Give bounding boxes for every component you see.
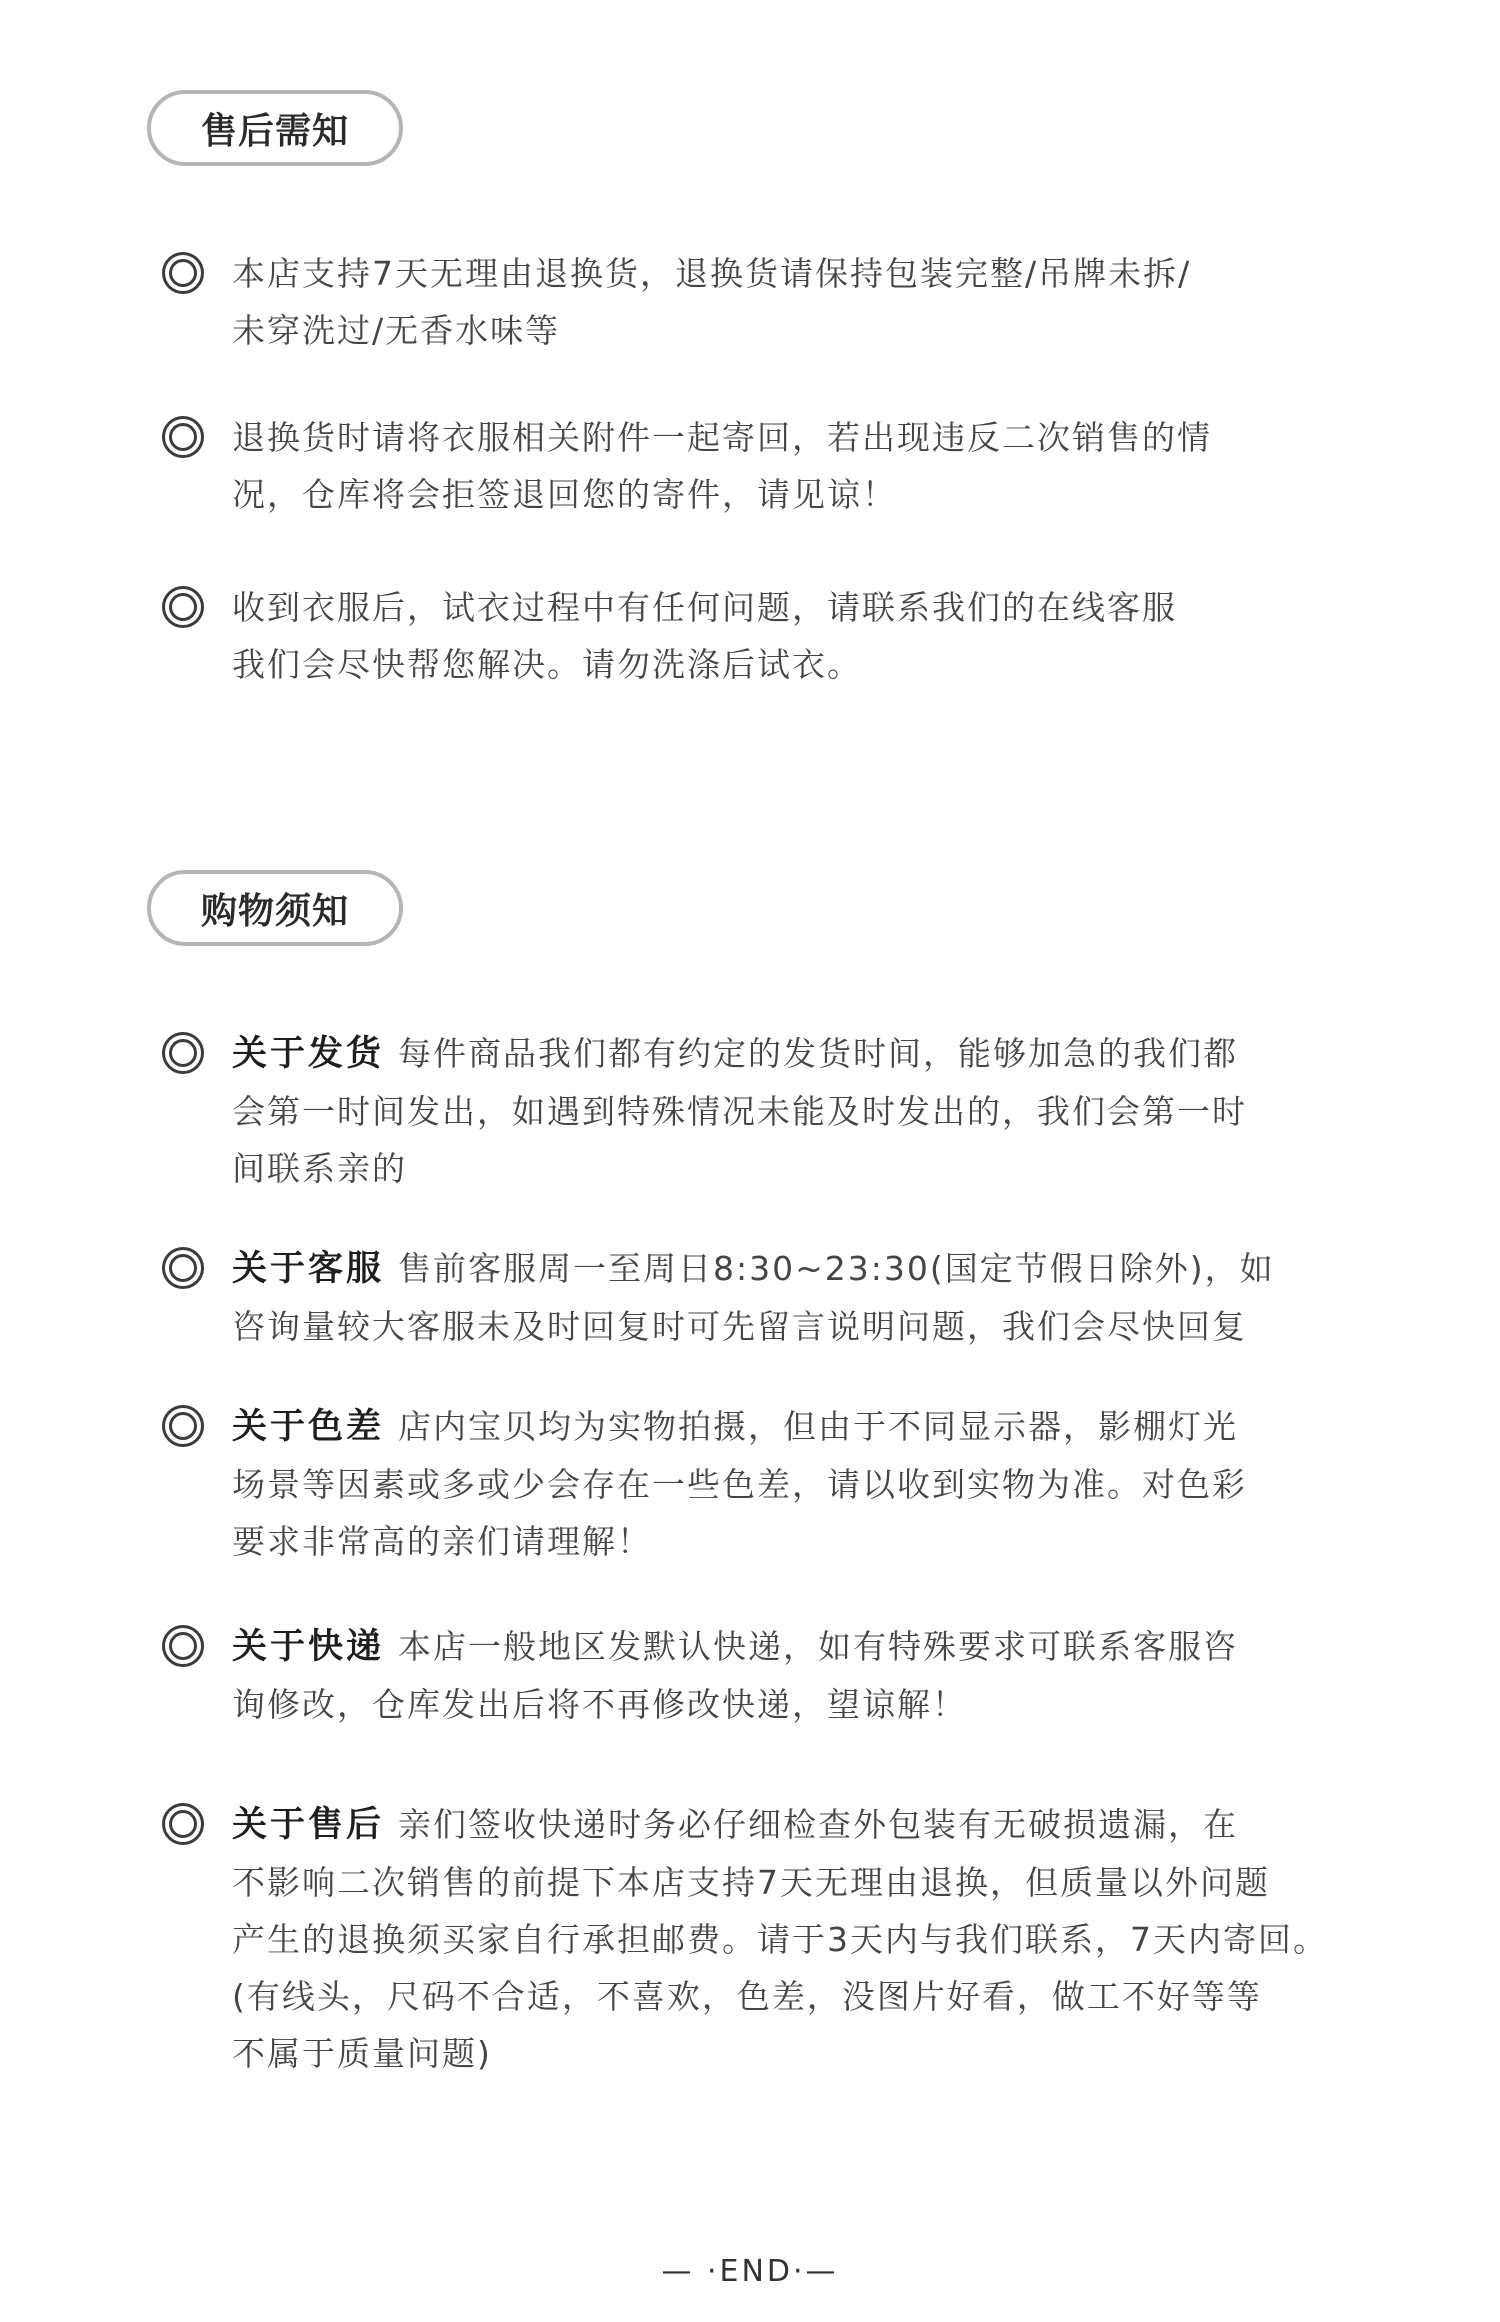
item-line: 退换货时请将衣服相关附件一起寄回，若出现违反二次销售的情	[232, 418, 1212, 457]
circle-bullet-icon	[162, 1247, 204, 1289]
item-line	[232, 1240, 1472, 1298]
item-first-line: 本店一般地区发默认快递，如有特殊要求可联系客服咨	[398, 1627, 1239, 1666]
end-marker: — ·END·—	[661, 2254, 839, 2289]
circle-bullet-icon	[162, 1803, 204, 1845]
item-line: (有线头，尺码不合适，不喜欢，色差，没图片好看，做工不好等等	[232, 1977, 1262, 2016]
item-text	[232, 1025, 1472, 1197]
circle-bullet-icon	[162, 252, 204, 294]
shopping-title: 购物须知	[200, 890, 349, 932]
item-first-line: 每件商品我们都有约定的发货时间，能够加急的我们都	[398, 1034, 1239, 1073]
item-text	[232, 409, 1472, 523]
after-sales-title: 售后需知	[200, 110, 349, 152]
circle-bullet-icon	[162, 1405, 204, 1447]
item-first-line: 店内宝贝均为实物拍摄，但由于不同显示器，影棚灯光	[398, 1407, 1239, 1446]
item-first-line: 售前客服周一至周日8:30~23:30(国定节假日除外)，如	[398, 1249, 1275, 1288]
item-line: 况，仓库将会拒签退回您的寄件，请见谅！	[232, 475, 897, 514]
shopping-title-badge	[147, 870, 403, 946]
item-heading: 关于售后	[232, 1805, 385, 1845]
item-line	[232, 1025, 1472, 1083]
item-text	[232, 1240, 1472, 1355]
item-heading: 关于发货	[232, 1034, 385, 1074]
circle-bullet-icon	[162, 416, 204, 458]
circle-bullet-icon	[162, 1625, 204, 1667]
item-text	[232, 579, 1472, 693]
item-first-line: 亲们签收快递时务必仔细检查外包装有无破损遗漏，在	[398, 1805, 1239, 1844]
item-heading: 关于客服	[232, 1249, 385, 1289]
item-line: 不属于质量问题)	[232, 2034, 492, 2073]
item-line: 产生的退换须买家自行承担邮费。请于3天内与我们联系，7天内寄回。	[232, 1920, 1328, 1959]
item-text	[232, 1796, 1472, 2082]
item-line: 收到衣服后，试衣过程中有任何问题，请联系我们的在线客服	[232, 588, 1177, 627]
circle-bullet-icon	[162, 1032, 204, 1074]
item-heading: 关于快递	[232, 1627, 385, 1667]
item-line: 未穿洗过/无香水味等	[232, 311, 561, 350]
circle-bullet-icon	[162, 586, 204, 628]
after-sales-title-badge	[147, 90, 403, 166]
item-heading: 关于色差	[232, 1407, 385, 1447]
item-text	[232, 1398, 1472, 1570]
item-line: 不影响二次销售的前提下本店支持7天无理由退换，但质量以外问题	[232, 1863, 1270, 1902]
item-line: 本店支持7天无理由退换货，退换货请保持包装完整/吊牌未拆/	[232, 254, 1192, 293]
item-line: 我们会尽快帮您解决。请勿洗涤后试衣。	[232, 645, 862, 684]
item-line: 间联系亲的	[232, 1149, 407, 1188]
item-text	[232, 1618, 1472, 1733]
item-line: 会第一时间发出，如遇到特殊情况未能及时发出的，我们会第一时	[232, 1092, 1247, 1131]
item-line: 询修改，仓库发出后将不再修改快递，望谅解！	[232, 1685, 967, 1724]
item-line: 要求非常高的亲们请理解！	[232, 1522, 652, 1561]
item-line: 场景等因素或多或少会存在一些色差，请以收到实物为准。对色彩	[232, 1465, 1247, 1504]
item-line	[232, 1398, 1472, 1456]
item-text	[232, 245, 1472, 359]
item-line	[232, 1618, 1472, 1676]
item-line	[232, 1796, 1472, 1854]
item-line: 咨询量较大客服未及时回复时可先留言说明问题，我们会尽快回复	[232, 1307, 1247, 1346]
